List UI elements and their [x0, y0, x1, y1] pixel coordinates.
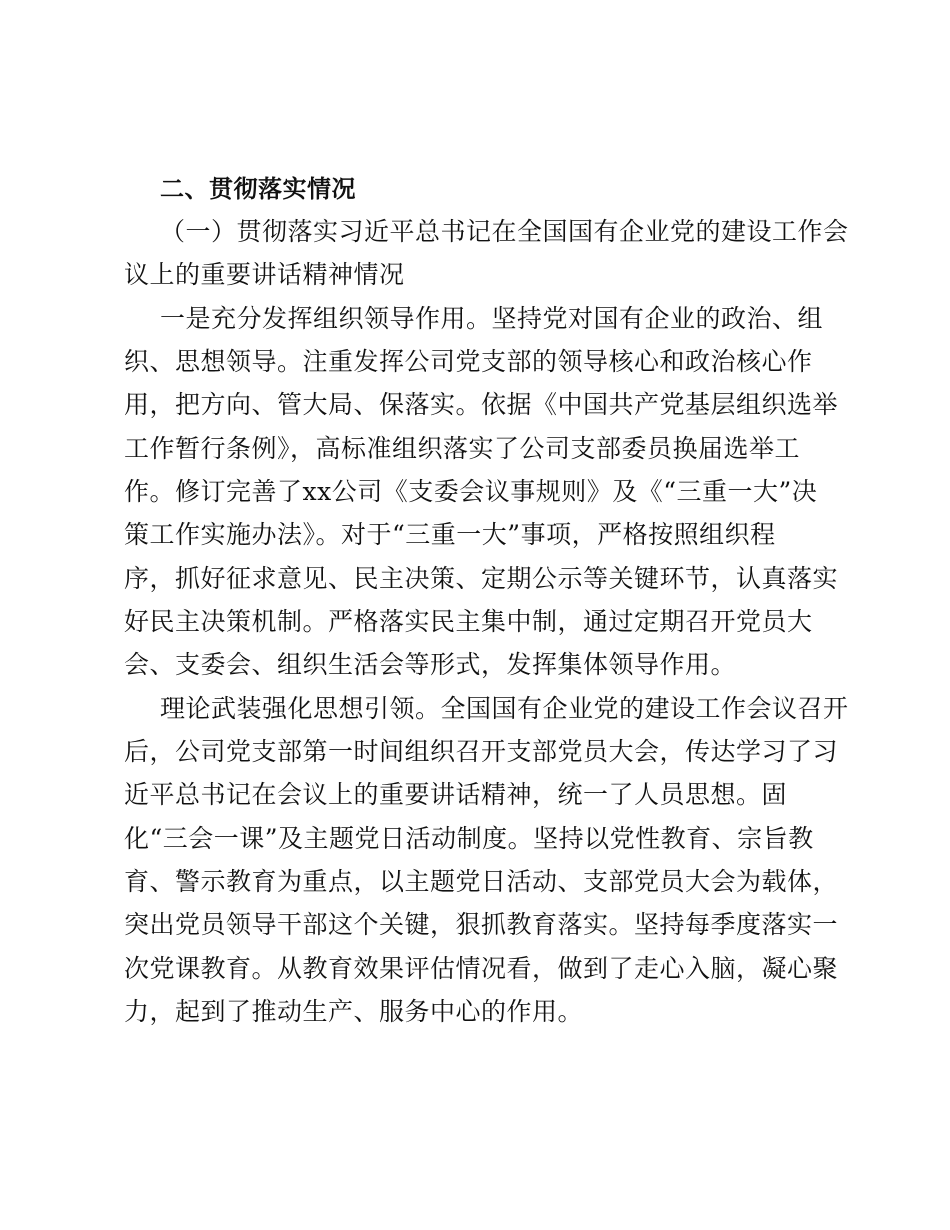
- paragraph-1-line-7: 序，抓好征求意见、民主决策、定期公示等关键环节，认真落实: [124, 564, 839, 593]
- paragraph-1-line-9: 会、支委会、组织生活会等形式，发挥集体领导作用。: [124, 650, 737, 679]
- subsection-heading-line-1: （一）贯彻落实习近平总书记在全国国有企业党的建设工作会: [160, 217, 849, 246]
- paragraph-2-line-6: 突出党员领导干部这个关键，狠抓教育落实。坚持每季度落实一: [124, 910, 839, 939]
- paragraph-2-line-3: 近平总书记在会议上的重要讲话精神，统一了人员思想。固: [124, 780, 788, 809]
- paragraph-2-line-1: 理论武装强化思想引领。全国国有企业党的建设工作会议召开: [160, 694, 849, 723]
- paragraph-1-line-2: 织、思想领导。注重发挥公司党支部的领导核心和政治核心作: [124, 347, 813, 376]
- paragraph-1-line-6: 策工作实施办法》。对于“三重一大”事项，严格按照组织程: [124, 520, 776, 549]
- paragraph-1-line-1: 一是充分发挥组织领导作用。坚持党对国有企业的政治、组: [160, 304, 824, 333]
- paragraph-1-line-8: 好民主决策机制。严格落实民主集中制，通过定期召开党员大: [124, 607, 813, 636]
- paragraph-1-line-4: 工作暂行条例》，高标准组织落实了公司支部委员换届选举工: [124, 434, 801, 463]
- paragraph-2-line-7: 次党课教育。从教育效果评估情况看，做到了走心入脑，凝心聚: [124, 954, 839, 983]
- paragraph-2-line-5: 育、警示教育为重点，以主题党日活动、支部党员大会为载体，: [124, 867, 839, 896]
- paragraph-2-line-2: 后，公司党支部第一时间组织召开支部党员大会，传达学习了习: [124, 737, 839, 766]
- paragraph-1-line-5: 作。修订完善了xx公司《支委会议事规则》及《“三重一大”决: [124, 477, 818, 506]
- paragraph-2-line-8: 力，起到了推动生产、服务中心的作用。: [124, 997, 584, 1026]
- section-heading: 二、贯彻落实情况: [160, 175, 356, 203]
- paragraph-1-line-3: 用，把方向、管大局、保落实。依据《中国共产党基层组织选举: [124, 390, 839, 419]
- subsection-heading-line-2: 议上的重要讲话精神情况: [124, 260, 405, 289]
- paragraph-2-line-4: 化“三会一课”及主题党日活动制度。坚持以党性教育、宗旨教: [124, 824, 814, 853]
